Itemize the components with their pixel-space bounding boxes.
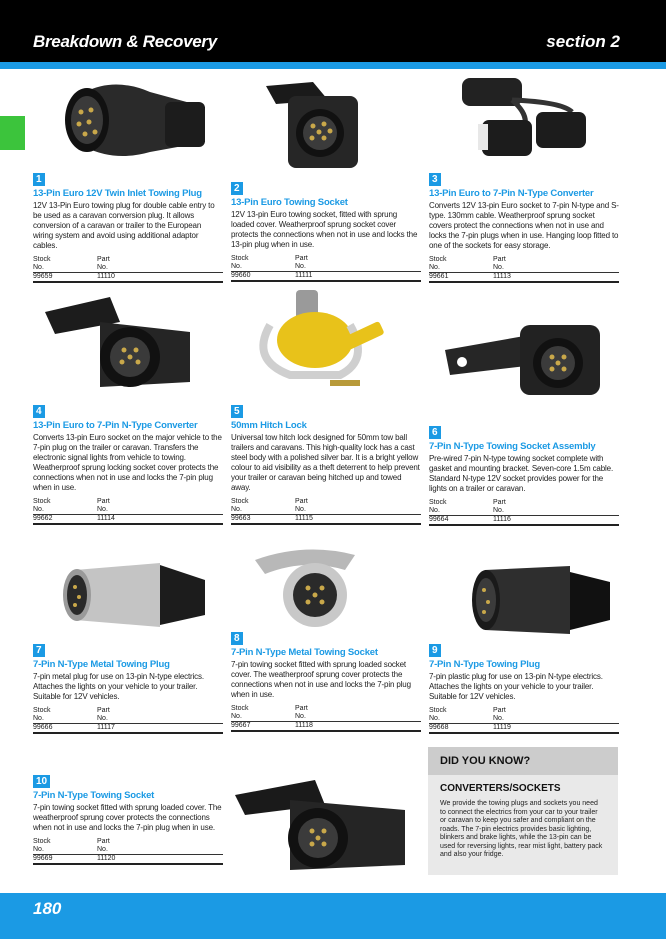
product-6-image (440, 305, 610, 405)
stock-header-no: No. (429, 715, 493, 724)
header-accent-bar (0, 62, 666, 69)
part-header: Part (97, 498, 110, 505)
product-3 (429, 169, 619, 283)
product-code-table (231, 255, 421, 282)
product-description: 12V 13-pin Euro towing socket, fitted with sprung loaded cover. Weatherproof sprung socket cover protects the connections when not in use and locks the 13-pin plug when in use. (231, 210, 418, 249)
part-header-no: No. (493, 264, 619, 273)
product-title: 50mm Hitch Lock (231, 420, 307, 431)
part-header: Part (493, 499, 506, 506)
product-description: 7-pin towing socket fitted with sprung loaded cover. The weatherproof sprung cover protects the connections when not in use and locks the 7-pin plug when in use. (33, 803, 222, 832)
stock-header: Stock (33, 707, 51, 714)
stock-header: Stock (231, 498, 249, 505)
product-5-image (230, 280, 400, 410)
product-number: 5 (231, 405, 243, 418)
product-title: 7-Pin N-Type Metal Towing Socket (231, 647, 378, 658)
stock-header: Stock (429, 707, 447, 714)
stock-header: Stock (231, 705, 249, 712)
product-3-image (452, 72, 592, 167)
product-7 (33, 640, 223, 734)
part-header-no: No. (97, 715, 223, 724)
stock-header: Stock (231, 255, 249, 262)
product-7-image (55, 555, 215, 635)
product-number: 8 (231, 632, 243, 645)
part-header: Part (97, 707, 110, 714)
part-header-no: No. (295, 263, 421, 272)
product-number: 1 (33, 173, 45, 186)
part-header-no: No. (97, 846, 223, 855)
stock-header-no: No. (33, 715, 97, 724)
product-code-table (33, 838, 223, 865)
part-number: 11115 (295, 515, 421, 525)
product-description: 7-pin towing socket fitted with sprung loaded socket cover. The weatherproof sprung cover protects the connections when not in use and locks the 7-pin plug when in use. (231, 660, 411, 699)
product-code-table (33, 707, 223, 734)
section-tab-marker (0, 116, 25, 150)
part-header: Part (493, 707, 506, 714)
product-description: 12V 13-Pin Euro towing plug for double cable entry to be used as a caravan conversion plug. It allows conversion of a caravan or trailer to the European wiring system and avoid using additional adaptor cables. (33, 201, 215, 250)
product-title: 7-Pin N-Type Towing Plug (429, 659, 540, 670)
stock-number: 99668 (429, 724, 493, 734)
product-6 (429, 422, 619, 526)
part-header: Part (493, 256, 506, 263)
product-10-image (230, 770, 410, 880)
part-header-no: No. (97, 506, 223, 515)
product-number: 9 (429, 644, 441, 657)
product-8 (231, 628, 421, 732)
part-header-no: No. (295, 713, 421, 722)
product-number: 3 (429, 173, 441, 186)
stock-number: 99663 (231, 515, 295, 525)
did-you-know-body: We provide the towing plugs and sockets you need to connect the electrics from your car to your trailer or caravan to keep you safer and compliant on the roads. The 7-pin electrics provides basic lighting, blinkers and brake lights, while the 13-pin can be used for reversing lights, rear mist light, battery pack and also your fridge. (440, 800, 603, 858)
stock-number: 99659 (33, 273, 97, 283)
part-header: Part (295, 255, 308, 262)
product-title: 13-Pin Euro Towing Socket (231, 197, 348, 208)
product-2 (231, 178, 421, 282)
did-you-know-subheading: CONVERTERS/SOCKETS (440, 783, 561, 794)
stock-header-no: No. (429, 507, 493, 516)
stock-header-no: No. (33, 846, 97, 855)
product-description: Converts 13-pin Euro socket on the major vehicle to the 7-pin plug on the trailer or caravan. Transfers the electronic signal lights from vehicle to towing. Weatherproof sprung locking socket cover protects the connections when not in use and locks the 7-pin plug when in use. (33, 433, 222, 492)
product-description: Pre-wired 7-pin N-type towing socket complete with gasket and mounting bracket. Seven-core 1.5m cable. Standard N-type 12V socket provides power for the lights on a trailer or caravan. (429, 454, 614, 493)
stock-header-no: No. (231, 713, 295, 722)
product-title: 7-Pin N-Type Towing Socket (33, 790, 155, 801)
product-code-table (33, 498, 223, 525)
product-number: 6 (429, 426, 441, 439)
did-you-know-header (428, 747, 618, 775)
product-description: 7-pin metal plug for use on 13-pin N-type electrics. Attaches the lights on your vehicle to your trailer. Suitable for 12V vehicles. (33, 672, 204, 701)
did-you-know-box (428, 747, 618, 875)
part-header-no: No. (493, 715, 619, 724)
stock-number: 99664 (429, 516, 493, 526)
product-9-image (460, 560, 620, 640)
product-title: 13-Pin Euro 12V Twin Inlet Towing Plug (33, 188, 202, 199)
product-code-table (429, 499, 619, 526)
product-title: 7-Pin N-Type Towing Socket Assembly (429, 441, 596, 452)
stock-number: 99667 (231, 722, 295, 732)
product-code-table (429, 707, 619, 734)
part-number: 11116 (493, 516, 619, 526)
product-number: 2 (231, 182, 243, 195)
product-code-table (231, 498, 421, 525)
part-number: 11119 (493, 724, 619, 734)
product-5 (231, 401, 421, 525)
part-header-no: No. (97, 264, 223, 273)
product-code-table (429, 256, 619, 283)
product-8-image (245, 540, 375, 630)
product-10 (33, 771, 223, 865)
part-header: Part (97, 838, 110, 845)
stock-number: 99666 (33, 724, 97, 734)
section-title: Breakdown & Recovery (33, 32, 217, 51)
product-description: Converts 12V 13-pin Euro socket to 7-pin N-type and S-type. 130mm cable. Weatherproof sprung socket covers protect the connections when not in use and locks the 7-pin plugs when in use. Hanging loop fitted to one of the sockets for easy storage. (429, 201, 619, 250)
stock-header: Stock (33, 838, 51, 845)
part-number: 11117 (97, 724, 223, 734)
part-header: Part (97, 256, 110, 263)
part-header-no: No. (493, 507, 619, 516)
product-number: 10 (33, 775, 50, 788)
product-4 (33, 401, 223, 525)
part-number: 11120 (97, 855, 223, 865)
stock-header: Stock (33, 498, 51, 505)
stock-header-no: No. (231, 263, 295, 272)
part-header-no: No. (295, 506, 421, 515)
stock-header: Stock (33, 256, 51, 263)
section-number: section 2 (546, 32, 620, 51)
stock-number: 99662 (33, 515, 97, 525)
stock-header: Stock (429, 499, 447, 506)
part-header: Part (295, 705, 308, 712)
product-description: 7-pin plastic plug for use on 13-pin N-type electrics. Attaches the lights on your vehicle to your trailer. Suitable for 12V vehicles. (429, 672, 603, 701)
part-number: 11118 (295, 722, 421, 732)
part-number: 11110 (97, 273, 223, 283)
product-description: Universal tow hitch lock designed for 50mm tow ball trailers and caravans. This high-quality lock has a cast steel body with a polished silver bar. It is a bright yellow colour to aid visibility as a theft deterrent to help prevent your trailer or caravan being hitched up and towed away. (231, 433, 420, 492)
product-number: 4 (33, 405, 45, 418)
stock-header-no: No. (231, 506, 295, 515)
page-footer (0, 893, 666, 939)
product-title: 7-Pin N-Type Metal Towing Plug (33, 659, 170, 670)
product-2-image (258, 78, 368, 178)
stock-header-no: No. (429, 264, 493, 273)
product-9 (429, 640, 619, 734)
product-4-image (40, 292, 210, 397)
part-number: 11113 (493, 273, 619, 283)
stock-header-no: No. (33, 506, 97, 515)
product-title: 13-Pin Euro to 7-Pin N-Type Converter (33, 420, 198, 431)
product-title: 13-Pin Euro to 7-Pin N-Type Converter (429, 188, 594, 199)
did-you-know-heading: DID YOU KNOW? (440, 755, 531, 767)
page-header (0, 0, 666, 62)
stock-number: 99669 (33, 855, 97, 865)
part-header: Part (295, 498, 308, 505)
stock-number: 99661 (429, 273, 493, 283)
product-code-table (33, 256, 223, 283)
product-code-table (231, 705, 421, 732)
product-1-image (55, 72, 215, 167)
product-1 (33, 169, 223, 283)
stock-header-no: No. (33, 264, 97, 273)
stock-number: 99660 (231, 272, 295, 282)
part-number: 11111 (295, 272, 421, 282)
part-number: 11114 (97, 515, 223, 525)
page-number: 180 (33, 899, 62, 918)
stock-header: Stock (429, 256, 447, 263)
product-number: 7 (33, 644, 45, 657)
